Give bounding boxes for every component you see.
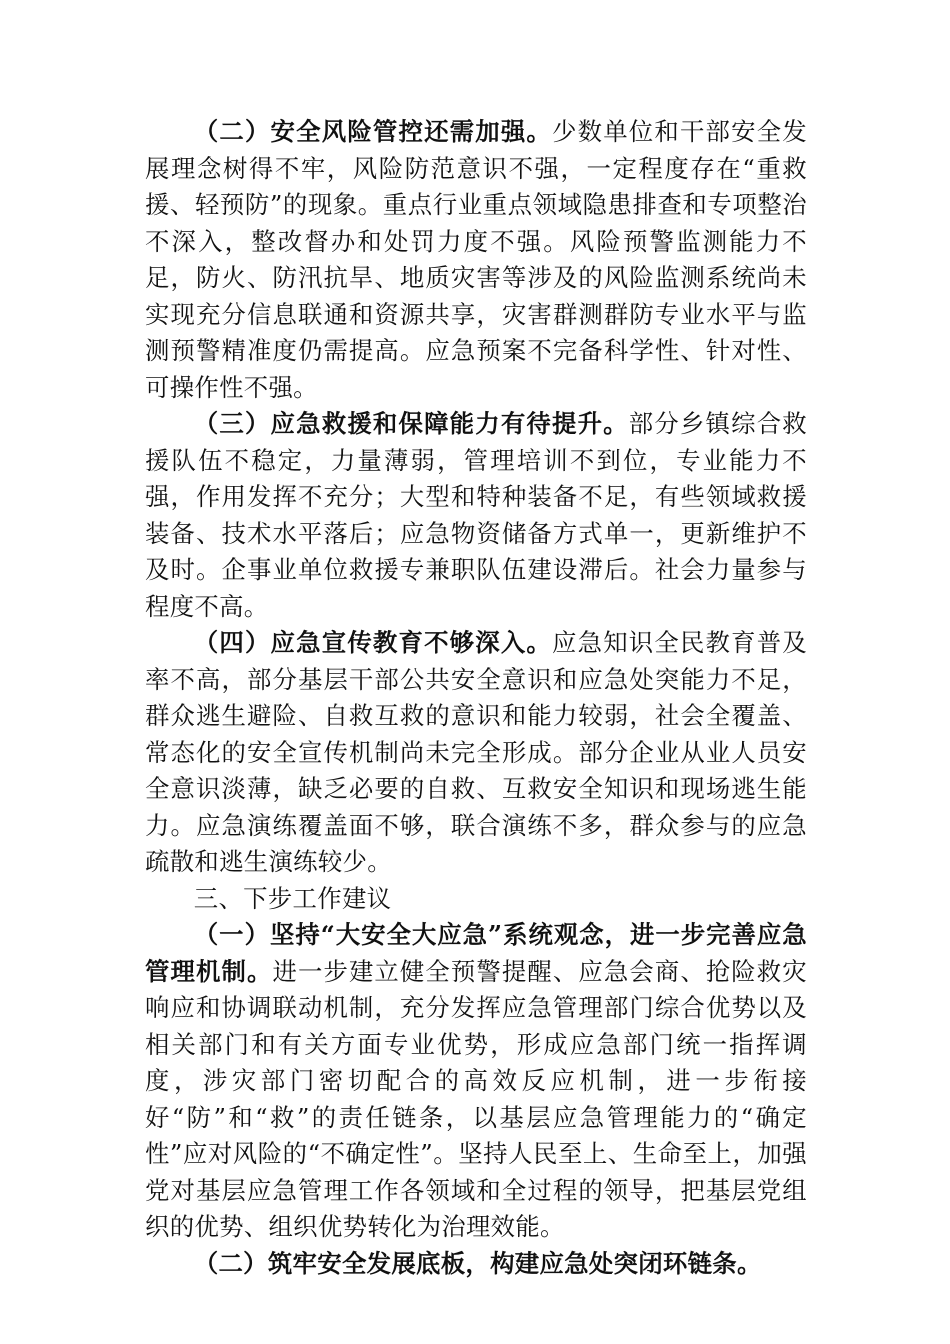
section-heading: 三、下步工作建议 — [193, 883, 392, 913]
paragraph-lead: （二）筑牢安全发展底板，构建应急处突闭环链条。 — [193, 1248, 762, 1278]
paragraph-proposal-mechanism — [145, 917, 807, 1246]
document-page — [145, 114, 807, 1282]
paragraph-publicity-education — [145, 625, 807, 881]
paragraph-body: 进一步建立健全预警提醒、应急会商、抢险救灾响应和协调联动机制，充分发挥应急管理部门综合优势以及相关部门和有关方面专业优势，形成应急部门统一指挥调度，涉灾部门密切配合的高效反应机制，进一步衔接好“防”和“救”的责任链条，以基层应急管理能力的“确定性”应对风险的“不确定性”。坚持人民至上、生命至上，加强党对基层应急管理工作各领域和全过程的领导，把基层党组织的优势、组织优势转化为治理效能。 — [145, 956, 807, 1241]
paragraph-lead: （四）应急宣传教育不够深入。 — [193, 628, 553, 657]
paragraph-lead: （一）坚持“大安全大应急”系统观念，进一步完善应急管理机制。 — [145, 920, 807, 986]
paragraph-body: 部分乡镇综合救援队伍不稳定，力量薄弱，管理培训不到位，专业能力不强，作用发挥不充分；大型和特种装备不足，有些领域救援装备、技术水平落后；应急物资储备方式单一，更新维护不及时。企事业单位救援专兼职队伍建设滞后。社会力量参与程度不高。 — [145, 409, 807, 621]
paragraph-rescue-capacity — [145, 406, 807, 625]
paragraph-risk-control — [145, 114, 807, 406]
paragraph-lead: （三）应急救援和保障能力有待提升。 — [193, 409, 629, 438]
paragraph-body: 少数单位和干部安全发展理念树得不牢，风险防范意识不强，一定程度存在“重救援、轻预防”的现象。重点行业重点领域隐患排查和专项整治不深入，整改督办和处罚力度不强。风险预警监测能力不足，防火、防汛抗旱、地质灾害等涉及的风险监测系统尚未实现充分信息联通和资源共享，灾害群测群防专业水平与监测预警精准度仍需提高。应急预案不完备科学性、针对性、可操作性不强。 — [145, 117, 807, 402]
paragraph-proposal-foundation — [145, 1246, 807, 1283]
paragraph-lead: （二）安全风险管控还需加强。 — [193, 117, 553, 146]
paragraph-body: 应急知识全民教育普及率不高，部分基层干部公共安全意识和应急处突能力不足，群众逃生避险、自救互救的意识和能力较弱，社会全覆盖、常态化的安全宣传机制尚未完全形成。部分企业从业人员安全意识淡薄，缺乏必要的自救、互救安全知识和现场逃生能力。应急演练覆盖面不够，联合演练不多，群众参与的应急疏散和逃生演练较少。 — [145, 628, 807, 876]
